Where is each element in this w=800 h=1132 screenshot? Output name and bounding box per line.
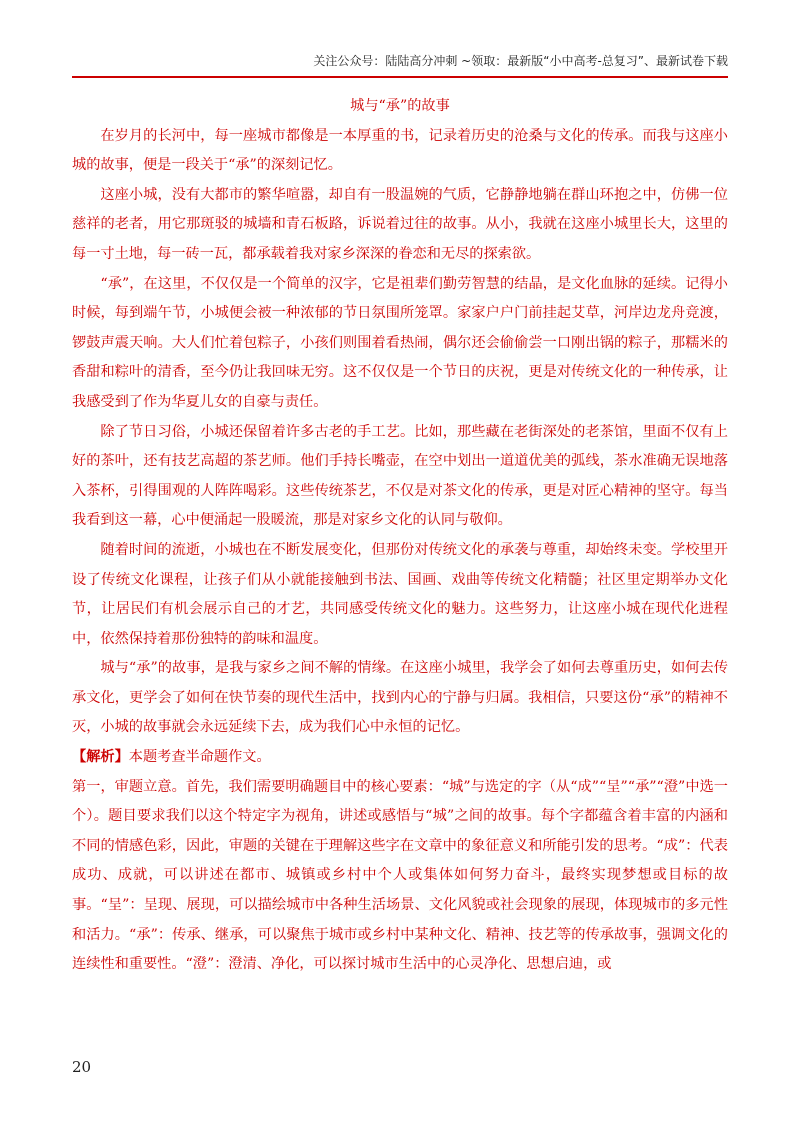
analysis-intro: 本题考查半命题作文。 (128, 749, 271, 766)
page-header: 关注公众号：陆陆高分冲刺 ~领取：最新版“小中高考-总复习”、最新试卷下载 (313, 54, 728, 68)
analysis-heading (72, 743, 728, 773)
essay-paragraph-5: 随着时间的流逝，小城也在不断发展变化，但那份对传统文化的承袭与尊重，却始终未变。学校里开设了传统文化课程，让孩子们从小就能接触到书法、国画、戏曲等传统文化精髓；社区里定期举办文化节，让居民们有机会展示自己的才艺，共同感受传统文化的魅力。这些努力，让这座小城在现代化进程中，依然保持着那份独特的韵味和温度。 (72, 541, 728, 647)
essay-paragraph-6: 城与“承”的故事，是我与家乡之间不解的情缘。在这座小城里，我学会了如何去尊重历史，如何去传承文化，更学会了如何在快节奏的现代生活中，找到内心的宁静与归属。我相信，只要这份“承”的精神不灭，小城的故事就会永远延续下去，成为我们心中永恒的记忆。 (72, 660, 728, 736)
essay-title: 城与“承”的故事 (350, 98, 450, 114)
header-rule (72, 76, 728, 78)
essay-paragraph-2: 这座小城，没有大都市的繁华喧嚣，却自有一股温婉的气质，它静静地躺在群山环抱之中，仿佛一位慈祥的老者，用它那斑驳的城墙和青石板路，诉说着过往的故事。从小，我就在这座小城里长大，这里的每一寸土地，每一砖一瓦，都承载着我对家乡深深的眷恋和无尽的探索欲。 (72, 186, 728, 262)
analysis-tag: 【解析】 (72, 749, 129, 766)
page-number: 20 (72, 1058, 92, 1076)
analysis-body: 第一，审题立意。首先，我们需要明确题目中的核心要素：“城”与选定的字（从“成”“呈”“承”“澄”中选一个）。题目要求我们以这个特定字为视角，讲述或感悟与“城”之间的故事。每个字都蕴含着丰富的内涵和不同的情感色彩，因此，审题的关键在于理解这些字在文章中的象征意义和所能引发的思考。“成”：代表成功、成就，可以讲述在都市、城镇或乡村中个人或集体如何努力奋斗，最终实现梦想或目标的故事。“呈”：呈现、展现，可以描绘城市中各种生活场景、文化风貌或社会现象的展现，体现城市的多元性和活力。“承”：传承、继承，可以聚焦于城市或乡村中某种文化、精神、技艺等的传承故事，强调文化的连续性和重要性。“澄”：澄清、净化，可以探讨城市生活中的心灵净化、思想启迪，或 (72, 778, 728, 973)
essay-paragraph-3: “承”，在这里，不仅仅是一个简单的汉字，它是祖辈们勤劳智慧的结晶，是文化血脉的延续。记得小时候，每到端午节，小城便会被一种浓郁的节日氛围所笼罩。家家户户门前挂起艾草，河岸边龙舟竞渡，锣鼓声震天响。大人们忙着包粽子，小孩们则围着看热闹，偶尔还会偷偷尝一口刚出锅的粽子，那糯米的香甜和粽叶的清香，至今仍让我回味无穷。这不仅仅是一个节日的庆祝，更是对传统文化的一种传承，让我感受到了作为华夏儿女的自豪与责任。 (72, 275, 728, 410)
page-content (72, 92, 728, 980)
essay-paragraph-1: 在岁月的长河中，每一座城市都像是一本厚重的书，记录着历史的沧桑与文化的传承。而我与这座小城的故事，便是一段关于“承”的深刻记忆。 (72, 127, 728, 174)
essay-paragraph-4: 除了节日习俗，小城还保留着许多古老的手工艺。比如，那些藏在老街深处的老茶馆，里面不仅有上好的茶叶，还有技艺高超的茶艺师。他们手持长嘴壶，在空中划出一道道优美的弧线，茶水准确无误地落入茶杯，引得围观的人阵阵喝彩。这些传统茶艺，不仅是对茶文化的传承，更是对匠心精神的坚守。每当我看到这一幕，心中便涌起一股暖流，那是对家乡文化的认同与敬仰。 (72, 423, 728, 529)
